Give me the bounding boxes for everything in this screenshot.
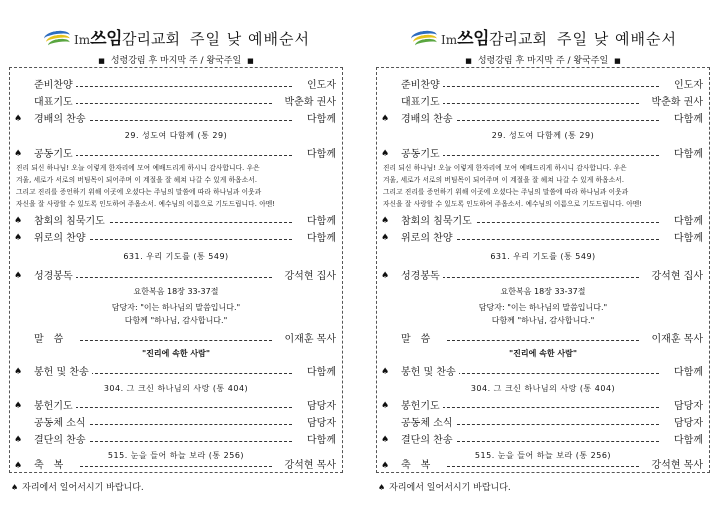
brand-im: Im xyxy=(441,33,458,47)
prayer-line: 그리고 진리를 증언하기 위해 이곳에 오셨다는 주님의 말씀에 따라 하나님과 이웃과 xyxy=(16,188,262,196)
standing-icon: ♠ xyxy=(381,461,390,471)
order-row-news xyxy=(10,416,342,431)
scripture-reference: 요한복음 18장 33-37절 xyxy=(133,287,219,296)
bulletin-left xyxy=(9,10,343,493)
row-value: 다함께 xyxy=(671,214,703,229)
standing-icon: ♠ xyxy=(14,367,23,377)
bulletin-right xyxy=(376,10,710,493)
square-bullet-icon: ■ xyxy=(98,57,105,65)
square-bullet-icon: ■ xyxy=(465,57,472,65)
row-value: 다함께 xyxy=(671,365,703,380)
row-label: 봉헌기도 xyxy=(401,399,443,414)
order-row-scripture xyxy=(10,269,342,284)
row-value: 다함께 xyxy=(304,433,336,448)
order-row-sermon xyxy=(377,332,709,347)
scripture-reference: 요한복음 18장 33-37절 xyxy=(500,287,586,296)
church-logo-icon xyxy=(42,25,72,49)
row-label: 공동체 소식 xyxy=(34,416,88,431)
hymn-1: 29. 성도여 다함께 (통 29) xyxy=(491,131,595,140)
hymn-2: 631. 우리 기도를 (통 549) xyxy=(123,252,229,261)
standing-icon: ♠ xyxy=(14,461,23,471)
row-value: 담당자 xyxy=(671,399,703,414)
order-row-scripture xyxy=(377,269,709,284)
standing-icon: ♠ xyxy=(381,367,390,377)
service-subtitle xyxy=(376,53,710,66)
hymn-3: 304. 그 크신 하나님의 사랑 (통 404) xyxy=(470,384,616,393)
row-value: 담당자 xyxy=(304,399,336,414)
brand-church: 감리교회 xyxy=(122,30,180,48)
bulletin-header xyxy=(9,10,343,68)
order-row-praise xyxy=(377,112,709,127)
row-label: 참회의 침묵기도 xyxy=(401,214,475,229)
prayer-line: 자신을 잘 사랑할 수 있도록 인도하여 주옵소서. 예수님의 이름으로 기도드립니다. 아멘! xyxy=(16,200,276,208)
row-value: 인도자 xyxy=(304,78,336,93)
row-value: 이재훈 목사 xyxy=(649,332,703,347)
order-row-confession xyxy=(10,214,342,229)
row-label: 축복 xyxy=(401,460,443,472)
order-row-offering-prayer xyxy=(377,399,709,414)
standing-icon: ♠ xyxy=(381,401,390,411)
footer-text: 자리에서 일어서시기 바랍니다. xyxy=(389,483,511,493)
row-value: 담당자 xyxy=(304,416,336,431)
row-label: 봉헌 및 찬송 xyxy=(401,365,459,380)
order-row-invocation xyxy=(10,95,342,110)
order-row-invocation xyxy=(377,95,709,110)
row-label: 봉헌 및 찬송 xyxy=(34,365,92,380)
standing-icon: ♠ xyxy=(381,271,390,281)
standing-icon: ♠ xyxy=(14,149,23,159)
response-all: 다함께 "하나님, 감사합니다." xyxy=(124,316,228,325)
standing-icon: ♠ xyxy=(14,271,23,281)
order-row-offering xyxy=(10,365,342,380)
standing-icon: ♠ xyxy=(14,401,23,411)
row-label: 봉헌기도 xyxy=(34,399,76,414)
row-label: 말씀 xyxy=(401,332,443,347)
row-label: 참회의 침묵기도 xyxy=(34,214,108,229)
row-value: 다함께 xyxy=(671,433,703,448)
order-row-sermon xyxy=(10,332,342,347)
order-row-praise xyxy=(10,112,342,127)
standing-icon: ♠ xyxy=(381,114,390,124)
order-row-pardon xyxy=(377,231,709,246)
standing-icon: ♠ xyxy=(381,435,390,445)
service-title: 주일 낮 예배순서 xyxy=(189,30,310,48)
brand-im: Im xyxy=(74,33,91,47)
order-row-pardon xyxy=(10,231,342,246)
standing-icon: ♠ xyxy=(14,435,23,445)
row-value: 강석현 목사 xyxy=(282,460,336,472)
row-label: 준비찬양 xyxy=(34,78,76,93)
row-value: 강석현 집사 xyxy=(649,269,703,284)
row-value: 강석현 목사 xyxy=(649,460,703,472)
prayer-line: 진리 되신 하나님! 오늘 이렇게 한자리에 모여 예배드리게 하시니 감사합니다. 우은 xyxy=(16,164,260,172)
hymn-4: 515. 눈을 들어 하늘 보라 (통 256) xyxy=(474,451,612,460)
order-box xyxy=(9,67,343,473)
response-leader: 담당자: "이는 하나님의 말씀입니다." xyxy=(478,303,608,312)
order-row-confession xyxy=(377,214,709,229)
row-value: 담당자 xyxy=(671,416,703,431)
row-label: 성경봉독 xyxy=(34,269,76,284)
hymn-3: 304. 그 크신 하나님의 사랑 (통 404) xyxy=(103,384,249,393)
row-value: 다함께 xyxy=(671,231,703,246)
row-value: 다함께 xyxy=(304,365,336,380)
order-row-dedication xyxy=(377,433,709,448)
hymn-2: 631. 우리 기도를 (통 549) xyxy=(490,252,596,261)
title-line xyxy=(9,24,343,49)
standing-icon: ♠ xyxy=(14,233,23,243)
row-label: 대표기도 xyxy=(34,95,76,110)
standing-icon: ♠ xyxy=(378,483,386,492)
row-label: 대표기도 xyxy=(401,95,443,110)
hymn-4: 515. 눈을 들어 하늘 보라 (통 256) xyxy=(107,451,245,460)
subtitle-text: 성령강림 후 마지막 주 / 왕국주일 xyxy=(477,56,609,66)
order-row-creed xyxy=(377,147,709,162)
order-row-prelude xyxy=(377,78,709,93)
prayer-line: 진리 되신 하나님! 오늘 이렇게 한자리에 모여 예배드리게 하시니 감사합니다. 우은 xyxy=(383,164,627,172)
row-label: 경배의 찬송 xyxy=(34,112,88,127)
order-row-offering-prayer xyxy=(10,399,342,414)
order-row-benediction xyxy=(377,460,709,472)
hymn-1: 29. 성도여 다함께 (통 29) xyxy=(124,131,228,140)
standing-icon: ♠ xyxy=(11,483,19,492)
footer-note xyxy=(378,480,511,493)
row-label: 결단의 찬송 xyxy=(34,433,88,448)
order-row-prelude xyxy=(10,78,342,93)
row-label: 경배의 찬송 xyxy=(401,112,455,127)
row-label: 성경봉독 xyxy=(401,269,443,284)
row-label: 말씀 xyxy=(34,332,76,347)
standing-icon: ♠ xyxy=(381,149,390,159)
church-logo-icon xyxy=(409,25,439,49)
row-value: 다함께 xyxy=(671,147,703,162)
row-value: 다함께 xyxy=(304,214,336,229)
response-leader: 담당자: "이는 하나님의 말씀입니다." xyxy=(111,303,241,312)
row-label: 위로의 찬양 xyxy=(401,231,455,246)
order-box xyxy=(376,67,710,473)
brand-name: 쓰임 xyxy=(457,29,490,49)
order-row-benediction xyxy=(10,460,342,472)
row-label: 공동기도 xyxy=(34,147,76,162)
brand-church: 감리교회 xyxy=(489,30,547,48)
brand-name: 쓰임 xyxy=(90,29,123,49)
row-value: 이재훈 목사 xyxy=(282,332,336,347)
row-label: 공동기도 xyxy=(401,147,443,162)
prayer-line: 자신을 잘 사랑할 수 있도록 인도하여 주옵소서. 예수님의 이름으로 기도드립니다. 아멘! xyxy=(383,200,643,208)
row-value: 박춘화 권사 xyxy=(649,95,703,110)
service-subtitle xyxy=(9,53,343,66)
standing-icon: ♠ xyxy=(381,216,390,226)
standing-icon: ♠ xyxy=(14,216,23,226)
row-label: 위로의 찬양 xyxy=(34,231,88,246)
footer-note xyxy=(11,480,144,493)
title-line xyxy=(376,24,710,49)
order-row-news xyxy=(377,416,709,431)
order-row-offering xyxy=(377,365,709,380)
sermon-title: "진리에 속한 사람" xyxy=(508,349,577,358)
service-title: 주일 낮 예배순서 xyxy=(556,30,677,48)
standing-icon: ♠ xyxy=(381,233,390,243)
row-label: 준비찬양 xyxy=(401,78,443,93)
standing-icon: ♠ xyxy=(14,114,23,124)
row-value: 다함께 xyxy=(304,231,336,246)
row-label: 결단의 찬송 xyxy=(401,433,455,448)
row-value: 인도자 xyxy=(671,78,703,93)
subtitle-text: 성령강림 후 마지막 주 / 왕국주일 xyxy=(110,56,242,66)
row-value: 다함께 xyxy=(304,112,336,127)
response-all: 다함께 "하나님, 감사합니다." xyxy=(491,316,595,325)
row-value: 강석현 집사 xyxy=(282,269,336,284)
row-label: 공동체 소식 xyxy=(401,416,455,431)
prayer-line: 그리고 진리를 증언하기 위해 이곳에 오셨다는 주님의 말씀에 따라 하나님과 이웃과 xyxy=(383,188,629,196)
order-row-dedication xyxy=(10,433,342,448)
row-value: 다함께 xyxy=(304,147,336,162)
row-label: 축복 xyxy=(34,460,76,472)
prayer-line: 겨울, 세로가 서로의 버팀목이 되어주며 이 계절을 잘 헤쳐 나갈 수 있게 하옵소서. xyxy=(383,176,625,184)
prayer-line: 겨울, 세로가 서로의 버팀목이 되어주며 이 계절을 잘 헤쳐 나갈 수 있게 하옵소서. xyxy=(16,176,258,184)
row-value: 박춘화 권사 xyxy=(282,95,336,110)
row-value: 다함께 xyxy=(671,112,703,127)
bulletin-header xyxy=(376,10,710,68)
order-row-creed xyxy=(10,147,342,162)
sermon-title: "진리에 속한 사람" xyxy=(141,349,210,358)
square-bullet-icon: ■ xyxy=(614,57,621,65)
square-bullet-icon: ■ xyxy=(247,57,254,65)
footer-text: 자리에서 일어서시기 바랍니다. xyxy=(22,483,144,493)
